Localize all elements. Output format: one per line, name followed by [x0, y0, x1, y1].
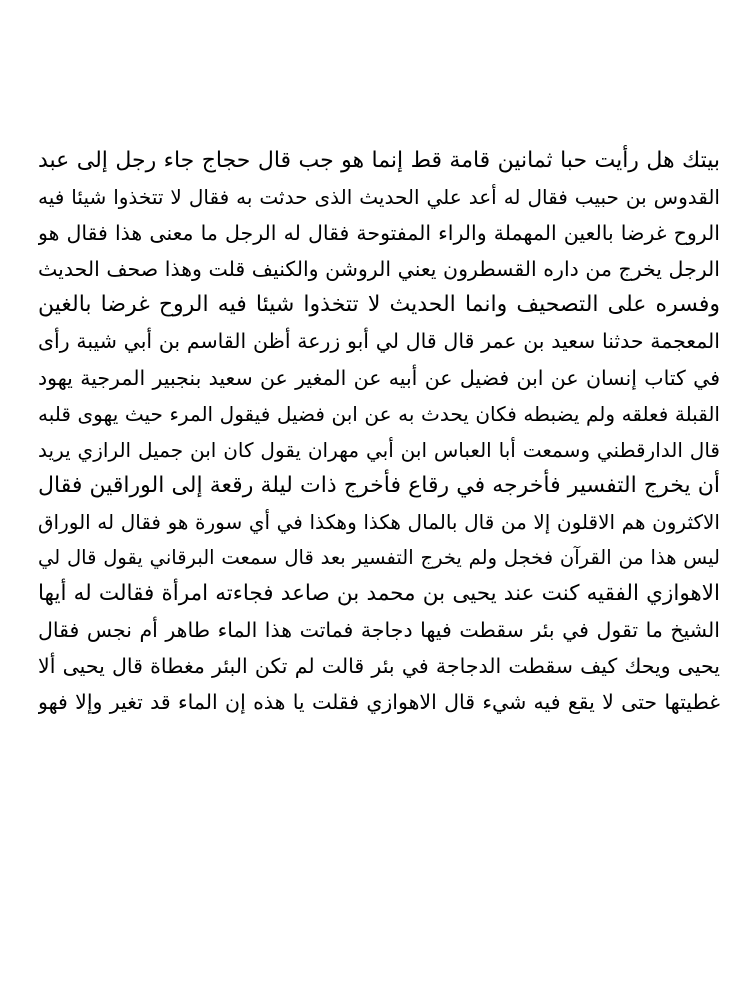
text-line: القدوس بن حبيب فقال له أعد علي الحديث الذى حدثت به فقال لا تتخذوا شيئا فيه	[38, 185, 720, 210]
text-line: الاكثرون هم الاقلون إلا من قال بالمال هكذا وهكذا في أي سورة هو فقال له الوراق	[38, 509, 720, 534]
text-line: أن يخرج التفسير فأخرجه في رقاع فأخرج ذات ليلة رقعة إلى الوراقين فقال	[38, 472, 720, 498]
text-line: الشيخ ما تقول في بئر سقطت فيها دجاجة فماتت هذا الماء طاهر أم نجس فقال	[38, 618, 720, 643]
text-line: الروح غرضا بالعين المهملة والراء المفتوحة فقال له الرجل ما معنى هذا فقال هو	[38, 221, 720, 246]
text-line: بيتك هل رأيت حبا ثمانين قامة قط إنما هو جب قال حجاج جاء رجل إلى عبد	[38, 148, 720, 173]
text-line: يحيى ويحك كيف سقطت الدجاجة في بئر قالت لم تكن البئر مغطاة قال يحيى ألا	[38, 654, 720, 679]
text-line: قال الدارقطني وسمعت أبا العباس ابن أبي مهران يقول كان ابن جميل الرازي يريد	[38, 437, 720, 462]
text-line: القبلة فعلقه ولم يضبطه فكان يحدث به عن ابن فضيل فيقول المرء حيث يهوى قلبه	[38, 401, 720, 426]
text-line: الاهوازي الفقيه كنت عند يحيى بن محمد بن صاعد فجاءته امرأة فقالت له أيها	[38, 581, 720, 607]
arabic-text-block	[38, 143, 720, 721]
text-line: المعجمة حدثنا سعيد بن عمر قال قال لي أبو زرعة أظن القاسم بن أبي شيبة رأى	[38, 329, 720, 354]
text-line: ليس هذا من القرآن فخجل ولم يخرج التفسير بعد قال سمعت البرقاني يقول قال لي	[38, 546, 720, 570]
text-line: وفسره على التصحيف وانما الحديث لا تتخذوا شيئا فيه الروح غرضا بالغين	[38, 292, 720, 318]
text-line: في كتاب إنسان عن ابن فضيل عن أبيه عن المغير عن سعيد بنجبير المرجية يهود	[38, 365, 720, 390]
text-line: الرجل يخرج من داره القسطرون يعني الروشن والكنيف قلت وهذا صحف الحديث	[38, 257, 720, 282]
text-line: غطيتها حتى لا يقع فيه شيء قال الاهوازي فقلت يا هذه إن الماء قد تغير وإلا فهو	[38, 690, 720, 715]
